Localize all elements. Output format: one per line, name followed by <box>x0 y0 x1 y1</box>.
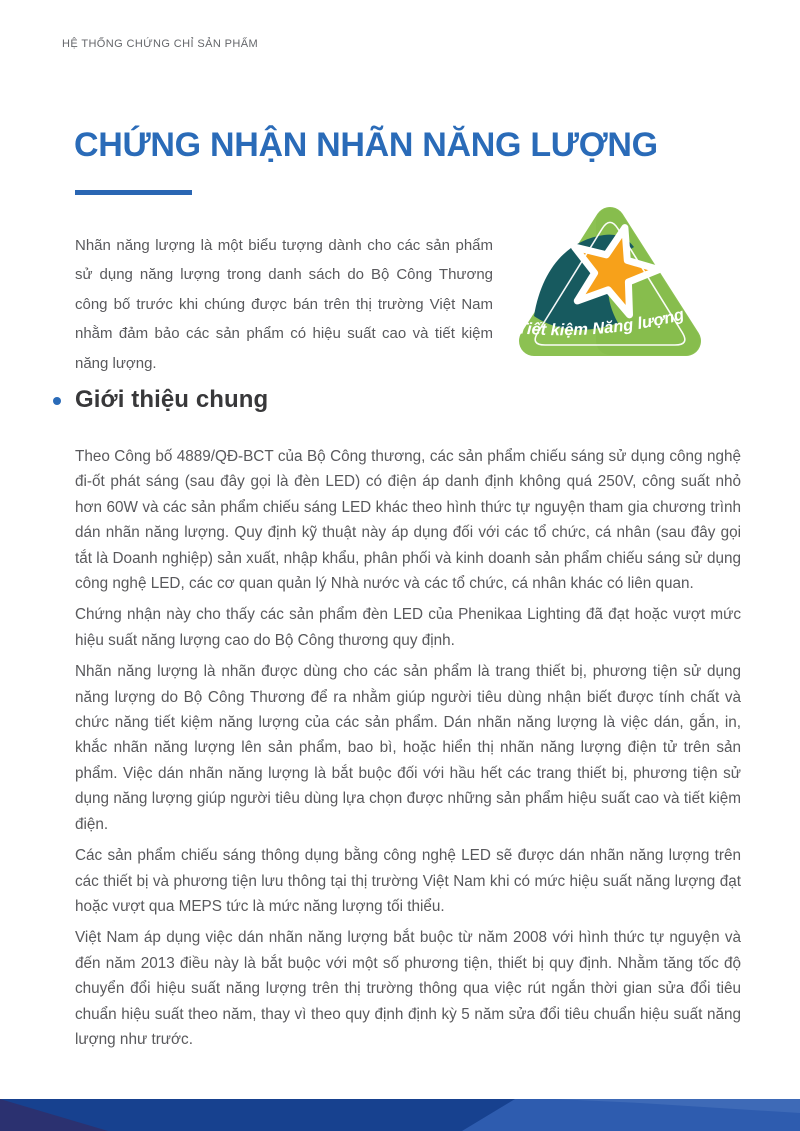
body-paragraph: Nhãn năng lượng là nhãn được dùng cho các sản phẩm là trang thiết bị, phương tiện sử dụng năng lượng do Bộ Công Thương để ra nhằm giúp người tiêu dùng nhận biết được tính chất và chức năng tiết kiệm năng lượng của các sản phẩm. Dán nhãn năng lượng là việc dán, gắn, in, khắc nhãn năng lượng lên sản phẩm, bao bì, hoặc hiển thị nhãn năng lượng điện tử trên sản phẩm. Việc dán nhãn năng lượng là bắt buộc đối với hầu hết các trang thiết bị, phương tiện sử dụng năng lượng giúp người tiêu dùng lựa chọn được những sản phẩm hiệu suất cao và tiết kiệm điện. <box>75 663 741 833</box>
body-paragraph: Theo Công bố 4889/QĐ-BCT của Bộ Công thương, các sản phẩm chiếu sáng sử dụng công nghệ đi-ốt phát sáng (sau đây gọi là đèn LED) có điện áp danh định không quá 250V, công suất nhỏ hơn 60W và các sản phẩm chiếu sáng LED khác theo hình thức tự nguyện tham gia chương trình dán nhãn năng lượng. Quy định kỹ thuật này áp dụng đối với các tổ chức, cá nhân (sau đây gọi tắt là Doanh nghiệp) sản xuất, nhập khẩu, phân phối và kinh doanh sản phẩm chiếu sáng sử dụng công nghệ LED, các cơ quan quản lý Nhà nước và các tổ chức, cá nhân khác có liên quan. <box>75 448 741 593</box>
logo-label: Tiết kiệm Năng lượng <box>516 305 686 340</box>
page-title: CHỨNG NHẬN NHÃN NĂNG LƯỢNG <box>74 126 658 164</box>
section-heading-row <box>53 386 268 414</box>
body-paragraph: Các sản phẩm chiếu sáng thông dụng bằng công nghệ LED sẽ được dán nhãn năng lượng trên các thiết bị và phương tiện lưu thông tại thị trường Việt Nam khi có mức hiệu suất năng lượng đạt hoặc vượt qua MEPS tức là mức năng lượng tối thiểu. <box>75 847 741 915</box>
body-paragraph: Việt Nam áp dụng việc dán nhãn năng lượng bắt buộc từ năm 2008 với hình thức tự nguyện và đến năm 2013 điều này là bắt buộc với một số phương tiện, thiết bị quy định. Nhằm tăng tốc độ chuyển đổi hiệu suất năng lượng trên thị trường thông qua việc rút ngắn thời gian sửa đổi tiêu chuẩn hiệu suất theo năm, thay vì theo quy định định kỳ 5 năm sửa đổi tiêu chuẩn hiệu suất năng lượng như trước. <box>75 929 741 1048</box>
section-body <box>75 444 741 1058</box>
footer-decorative-band <box>0 1099 800 1131</box>
energy-saving-label-icon <box>503 192 717 364</box>
title-underline <box>75 190 192 195</box>
body-paragraph: Chứng nhận này cho thấy các sản phẩm đèn LED của Phenikaa Lighting đã đạt hoặc vượt mức hiệu suất năng lượng cao do Bộ Công thương quy định. <box>75 606 741 649</box>
intro-paragraph: Nhãn năng lượng là một biểu tượng dành cho các sản phẩm sử dụng năng lượng trong danh sách do Bộ Công Thương công bố trước khi chúng được bán trên thị trường Việt Nam nhằm đảm bảo các sản phẩm có hiệu suất cao và tiết kiệm năng lượng. <box>75 237 493 372</box>
bullet-icon <box>53 397 61 405</box>
section-heading: Giới thiệu chung <box>75 386 269 413</box>
document-header-label: HỆ THỐNG CHỨNG CHỈ SẢN PHẨM <box>62 38 259 50</box>
